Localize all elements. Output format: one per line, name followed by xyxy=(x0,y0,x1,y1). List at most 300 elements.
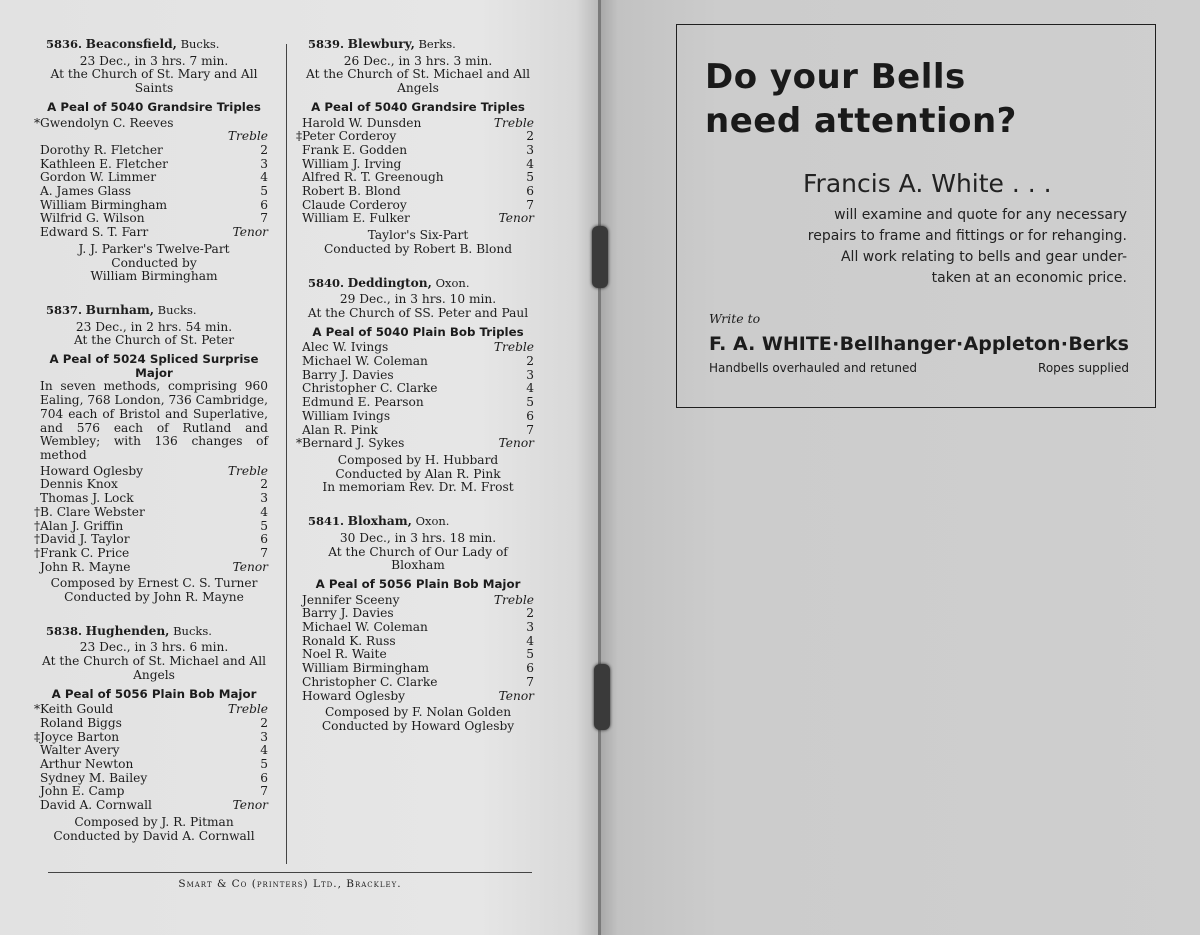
ringer-row xyxy=(296,436,534,451)
ringer-name xyxy=(302,212,476,226)
peal-notes xyxy=(302,706,534,733)
ringer-name-text: Gordon W. Limmer xyxy=(40,170,157,185)
ringer-row xyxy=(302,424,534,438)
ringer-row xyxy=(302,212,534,226)
peal-record xyxy=(302,515,534,734)
peal-county: Oxon. xyxy=(415,514,450,529)
ringer-name-text: William Ivings xyxy=(302,408,391,423)
peal-record xyxy=(296,275,534,496)
ringer-name-text: Barry J. Davies xyxy=(302,606,394,621)
ringer-row xyxy=(40,465,268,479)
ringer-bell: 2 xyxy=(526,129,534,144)
peal-record xyxy=(34,37,268,284)
ringer-row xyxy=(40,758,268,772)
ringer-bell: 6 xyxy=(526,184,534,199)
ringer-name-text: Sydney M. Bailey xyxy=(40,770,148,785)
ringer-bell: 3 xyxy=(526,142,534,157)
peal-heading xyxy=(46,38,268,52)
ringer-row xyxy=(302,185,534,199)
peal-notes xyxy=(40,816,268,843)
peal-heading xyxy=(308,515,534,529)
ringer-bell: 4 xyxy=(526,381,534,396)
ringer-bell: 2 xyxy=(526,606,534,621)
ringer-row xyxy=(296,129,534,144)
peal-church: At the Church of SS. Peter and Paul xyxy=(307,305,529,320)
ringer-name-text: B. Clare Webster xyxy=(40,504,145,519)
peal-title: A Peal of 5056 Plain Bob Major xyxy=(51,686,257,701)
ringer-name xyxy=(296,129,476,144)
ringer-row xyxy=(40,158,268,172)
ringer-bell: 5 xyxy=(526,395,534,410)
ringer-name xyxy=(40,185,210,199)
ringer-bell: 6 xyxy=(260,770,268,785)
ringer-name-text: Alec W. Ivings xyxy=(302,340,389,355)
ringer-mark: ‡ xyxy=(34,729,41,744)
ringer-name-text: Kathleen E. Fletcher xyxy=(40,156,168,171)
ringer-bell: 4 xyxy=(526,633,534,648)
peal-heading xyxy=(308,38,534,52)
ringer-row xyxy=(302,355,534,369)
ringer-name xyxy=(302,185,476,199)
ringer-bell: Tenor xyxy=(232,225,268,240)
peal-county: Bucks. xyxy=(173,623,212,638)
ringer-bell: 6 xyxy=(260,197,268,212)
ringer-row xyxy=(302,341,534,355)
ringer-name xyxy=(40,772,210,786)
ringer-row xyxy=(302,648,534,662)
peal-date: 30 Dec., in 3 hrs. 18 min. xyxy=(339,530,497,545)
ringer-name-text: Arthur Newton xyxy=(40,757,134,772)
advert-headline-line-1: Do your Bells xyxy=(705,57,966,97)
ringer-bell: 7 xyxy=(526,422,534,437)
ringer-bell: 3 xyxy=(526,620,534,635)
ringer-name xyxy=(40,130,210,144)
ringer-row xyxy=(302,621,534,635)
ringer-name-text: Noel R. Waite xyxy=(302,647,387,662)
ringer-name-text: Alan R. Pink xyxy=(302,422,378,437)
ringer-name-text: David J. Taylor xyxy=(40,532,130,547)
peal-notes xyxy=(302,229,534,256)
ringer-mark: † xyxy=(34,532,41,547)
ringer-name-text: Claude Corderoy xyxy=(302,197,407,212)
ringer-bell: 7 xyxy=(260,784,268,799)
ringer-bell: 5 xyxy=(260,757,268,772)
peal-number: 5841. xyxy=(308,514,345,529)
peal-place: Deddington, xyxy=(347,275,432,290)
ringer-name-text: Thomas J. Lock xyxy=(40,491,134,506)
advert-address-dot: · xyxy=(832,333,840,355)
ringer-bell: Treble xyxy=(493,115,534,130)
staple-bottom xyxy=(594,664,610,730)
peal-date: 26 Dec., in 3 hrs. 3 min. xyxy=(343,53,493,68)
peal-county: Oxon. xyxy=(435,275,470,290)
peal-note-line: Conducted by xyxy=(111,255,197,270)
ringer-row xyxy=(40,130,268,144)
peal-date: 23 Dec., in 2 hrs. 54 min. xyxy=(75,319,233,334)
ringer-name-text: John R. Mayne xyxy=(40,559,131,574)
ringer-mark: * xyxy=(296,436,303,451)
ringer-bell: 5 xyxy=(260,518,268,533)
ringer-name-text: Edmund E. Pearson xyxy=(302,395,424,410)
ringer-name-text: Peter Corderoy xyxy=(302,129,397,144)
peal-date: 29 Dec., in 3 hrs. 10 min. xyxy=(339,292,497,307)
advert-body-line: repairs to frame and fittings or for rehanging. xyxy=(807,228,1127,244)
peal-notes xyxy=(40,577,268,604)
ringer-name xyxy=(302,144,476,158)
ringer-name xyxy=(302,369,476,383)
ringer-bell: 3 xyxy=(260,156,268,171)
ringer-bell: 5 xyxy=(526,647,534,662)
peal-notes xyxy=(302,454,534,495)
peal-number: 5840. xyxy=(308,275,345,290)
peal-church: At the Church of St. Mary and All Saints xyxy=(50,67,258,96)
ringer-bell: 3 xyxy=(526,367,534,382)
ringer-name xyxy=(40,212,210,226)
ringer-row xyxy=(40,212,268,226)
ringer-bell: Treble xyxy=(493,340,534,355)
ringer-name-text: Edward S. T. Farr xyxy=(40,225,149,240)
peal-record xyxy=(34,302,269,605)
ringer-name xyxy=(40,465,210,479)
ringer-name xyxy=(302,171,476,185)
advert-body xyxy=(807,205,1127,289)
advert-footer-right: Ropes supplied xyxy=(1038,361,1129,375)
ringer-row xyxy=(40,785,268,799)
advert-body-line: taken at an economic price. xyxy=(931,270,1127,286)
printer-imprint: Smart & Co (printers) Ltd., Brackley. xyxy=(178,878,402,890)
ringer-name-text: John E. Camp xyxy=(40,784,125,799)
ringer-name-text: Howard Oglesby xyxy=(302,688,406,703)
ringer-name-text: Keith Gould xyxy=(40,702,114,717)
ringer-row xyxy=(34,702,268,717)
peal-county: Berks. xyxy=(418,37,456,51)
ringer-mark: * xyxy=(34,115,41,130)
advert-body-line: will examine and quote for any necessary xyxy=(834,207,1127,223)
ringer-row xyxy=(302,690,534,704)
peal-description: In seven methods, comprising 960 Ealing, 768 London, 736 Cambridge, 704 each of Bristol and Superlative, and 576 each of Rutland and Wembley; with 136 changes of method xyxy=(40,379,269,462)
ringer-row xyxy=(302,158,534,172)
ringer-name-text: William Birmingham xyxy=(302,661,430,676)
ringer-row xyxy=(302,369,534,383)
ringer-name-text: Harold W. Dunsden xyxy=(302,115,422,130)
ringer-name xyxy=(302,621,476,635)
advertisement-box xyxy=(676,24,1156,408)
ringer-name xyxy=(302,607,476,621)
peal-place: Burnham, xyxy=(85,302,155,317)
ringer-row xyxy=(34,729,268,745)
ringer-name-text: Robert B. Blond xyxy=(302,184,401,199)
ringer-name xyxy=(40,478,210,492)
peal-note-line: Composed by J. R. Pitman xyxy=(74,814,234,829)
peal-title: A Peal of 5024 Spliced Surprise Major xyxy=(49,352,259,380)
ringer-name-text: Gwendolyn C. Reeves xyxy=(40,115,174,130)
advert-address-dot: · xyxy=(1060,333,1069,355)
ringer-row xyxy=(302,607,534,621)
advert-footer xyxy=(709,361,1129,375)
ringer-name xyxy=(302,117,476,131)
peal-note-line: Conducted by Howard Oglesby xyxy=(321,718,515,733)
ringer-row xyxy=(34,545,268,561)
ringer-name xyxy=(302,635,476,649)
ringer-name-text: Frank C. Price xyxy=(40,545,130,560)
ringer-name-text: Dorothy R. Fletcher xyxy=(40,142,163,157)
peal-title: A Peal of 5040 Plain Bob Triples xyxy=(312,324,524,339)
ringer-name-text: David A. Cornwall xyxy=(40,798,152,813)
advert-footer-left: Handbells overhauled and retuned xyxy=(709,361,917,375)
ringer-row xyxy=(34,115,268,131)
ringer-name xyxy=(302,158,476,172)
peal-date: 23 Dec., in 3 hrs. 7 min. xyxy=(79,53,229,68)
ringer-row xyxy=(302,117,534,131)
ringer-mark: * xyxy=(34,702,41,717)
ringer-row xyxy=(302,410,534,424)
advert-address-part: F. A. WHITE xyxy=(709,333,832,355)
peal-record xyxy=(296,37,534,257)
ringer-name-text: Howard Oglesby xyxy=(40,463,144,478)
advert-address-part: Appleton xyxy=(963,333,1061,355)
peal-place: Hughenden, xyxy=(85,623,170,638)
ringer-bell: 7 xyxy=(526,674,534,689)
advert-address xyxy=(709,333,1129,355)
peal-place: Blewbury, xyxy=(347,37,415,51)
ringer-bell: 4 xyxy=(260,170,268,185)
ringer-list xyxy=(296,340,534,451)
ringer-name-text: Jennifer Sceeny xyxy=(302,592,400,607)
ringer-row xyxy=(302,382,534,396)
advert-headline xyxy=(705,55,1017,143)
column-divider xyxy=(286,44,287,864)
ringer-name-text: Frank E. Godden xyxy=(302,142,408,157)
ringer-name-text: William Birmingham xyxy=(40,197,168,212)
peal-church: At the Church of St. Peter xyxy=(73,333,235,348)
ringer-bell: Tenor xyxy=(498,436,534,451)
ringer-bell: Tenor xyxy=(498,688,534,703)
ringer-bell: Tenor xyxy=(232,559,268,574)
ringer-mark: † xyxy=(34,545,41,560)
ringer-row xyxy=(34,532,268,547)
peal-note-line: In memoriam Rev. Dr. M. Frost xyxy=(322,480,514,495)
peal-title: A Peal of 5040 Grandsire Triples xyxy=(311,99,525,114)
ringer-bell: 6 xyxy=(526,661,534,676)
ringer-name-text: Michael W. Coleman xyxy=(302,354,428,369)
ringer-name xyxy=(34,504,210,520)
ringer-name xyxy=(40,758,210,772)
peal-note-line: J. J. Parker's Twelve-Part xyxy=(78,241,230,256)
ringer-name xyxy=(302,355,476,369)
ringer-name xyxy=(40,226,210,240)
ringer-name xyxy=(40,158,210,172)
advert-headline-line-2: need attention? xyxy=(705,101,1017,141)
peal-heading xyxy=(46,304,268,318)
ringer-row xyxy=(40,561,268,575)
advert-name: Francis A. White . . . xyxy=(803,169,1052,198)
ringer-row xyxy=(302,676,534,690)
peal-county: Bucks. xyxy=(180,37,220,51)
peal-number: 5836. xyxy=(46,37,83,51)
ringer-name xyxy=(302,382,476,396)
ringer-list xyxy=(296,115,534,227)
ringer-name-text: Alfred R. T. Greenough xyxy=(302,170,444,185)
ringer-mark: † xyxy=(34,504,41,519)
ringer-list xyxy=(34,702,268,813)
ringer-bell: 7 xyxy=(526,197,534,212)
ringer-name-text: Bernard J. Sykes xyxy=(302,436,405,451)
ringer-row xyxy=(40,717,268,731)
staple-top xyxy=(592,226,608,288)
ringer-name xyxy=(302,690,476,704)
peal-number: 5839. xyxy=(308,37,345,51)
ringer-bell: Treble xyxy=(227,463,268,478)
advert-address-part: Bellhanger xyxy=(839,333,956,355)
ringer-name-text: Christopher C. Clarke xyxy=(302,674,438,689)
ringer-row xyxy=(40,799,268,813)
ringer-row xyxy=(302,594,534,608)
peal-church: At the Church of Our Lady of Bloxham xyxy=(328,544,508,573)
ringer-name xyxy=(302,676,476,690)
ringer-list xyxy=(302,594,534,704)
peal-note-line: Composed by F. Nolan Golden xyxy=(324,705,512,720)
ringer-bell: 2 xyxy=(260,142,268,157)
ringer-name xyxy=(34,532,210,547)
ringer-name xyxy=(302,424,476,438)
ringer-bell: Treble xyxy=(493,592,534,607)
ringer-bell: 6 xyxy=(526,408,534,423)
ringer-name-text: Walter Avery xyxy=(40,743,120,758)
advert-body-line: All work relating to bells and gear under- xyxy=(840,249,1127,265)
ringer-name-text: Michael W. Coleman xyxy=(302,620,428,635)
ringer-name xyxy=(34,115,210,131)
ringer-bell: 3 xyxy=(260,491,268,506)
ringer-name-text: A. James Glass xyxy=(40,184,132,199)
peal-note-line: Conducted by David A. Cornwall xyxy=(53,828,255,843)
ringer-name xyxy=(40,785,210,799)
ringer-row xyxy=(302,144,534,158)
ringer-mark: ‡ xyxy=(296,129,303,144)
ringer-list xyxy=(34,463,268,575)
ringer-name xyxy=(40,561,210,575)
ringer-mark: † xyxy=(34,518,41,533)
ringer-name xyxy=(302,662,476,676)
ringer-name-text: Alan J. Griffin xyxy=(40,518,124,533)
ringer-name-text: William E. Fulker xyxy=(302,211,410,226)
ringer-row xyxy=(302,396,534,410)
ringer-name xyxy=(34,545,210,561)
peal-number: 5837. xyxy=(46,302,83,317)
peal-note-line: Conducted by John R. Mayne xyxy=(64,590,244,605)
ringer-name-text: Joyce Barton xyxy=(40,729,120,744)
peal-title: A Peal of 5040 Grandsire Triples xyxy=(47,99,261,114)
ringer-row xyxy=(40,492,268,506)
ringer-bell: Tenor xyxy=(232,798,268,813)
ringer-name xyxy=(40,492,210,506)
ringer-name xyxy=(40,717,210,731)
peal-place: Bloxham, xyxy=(347,514,412,529)
bottom-rule xyxy=(48,872,532,873)
ringer-row xyxy=(302,171,534,185)
peal-note-line: Taylor's Six-Part xyxy=(367,228,469,243)
ringer-name xyxy=(40,799,210,813)
advert-address-dot: · xyxy=(956,333,964,355)
ringer-list xyxy=(34,115,268,240)
peal-county: Bucks. xyxy=(157,302,197,317)
ringer-bell: 2 xyxy=(260,715,268,730)
peal-place: Beaconsfield, xyxy=(85,37,177,51)
ringer-row xyxy=(40,226,268,240)
ringer-bell xyxy=(210,117,268,131)
ringer-name-text: William J. Irving xyxy=(302,156,402,171)
ringer-bell: 7 xyxy=(260,211,268,226)
ringer-row xyxy=(40,185,268,199)
ringer-bell: 5 xyxy=(260,184,268,199)
ringer-name-text: Roland Biggs xyxy=(40,715,122,730)
ringer-bell: 5 xyxy=(526,170,534,185)
ringer-bell: 7 xyxy=(260,545,268,560)
ringer-name-text: Barry J. Davies xyxy=(302,367,394,382)
ringer-name xyxy=(40,744,210,758)
advert-address-part: Berks xyxy=(1068,333,1129,355)
ringer-row xyxy=(302,662,534,676)
ringer-bell: 2 xyxy=(260,477,268,492)
peal-record xyxy=(34,623,268,844)
ringer-bell: 4 xyxy=(526,156,534,171)
peal-note-line: Composed by Ernest C. S. Turner xyxy=(50,576,258,591)
ringer-name xyxy=(302,199,476,213)
ringer-name-text: Ronald K. Russ xyxy=(302,633,396,648)
ringer-bell: Tenor xyxy=(498,211,534,226)
ringer-bell: 3 xyxy=(260,729,268,744)
ringer-name xyxy=(302,396,476,410)
peal-title: A Peal of 5056 Plain Bob Major xyxy=(315,576,521,591)
ringer-bell: 4 xyxy=(260,743,268,758)
ringer-row xyxy=(302,199,534,213)
peal-note-line: Conducted by Alan R. Pink xyxy=(335,466,501,481)
advert-write-to: Write to xyxy=(709,311,761,326)
ringer-bell: Treble xyxy=(227,129,268,144)
ringer-name xyxy=(34,518,210,534)
ringer-row xyxy=(40,744,268,758)
ringer-bell: Treble xyxy=(227,702,268,717)
peal-note-line: Composed by H. Hubbard xyxy=(337,452,499,467)
ringer-row xyxy=(40,144,268,158)
peal-note-line: William Birmingham xyxy=(90,269,218,284)
ringer-row xyxy=(40,171,268,185)
ringer-name xyxy=(40,144,210,158)
ringer-bell: 2 xyxy=(526,354,534,369)
peal-column-right xyxy=(296,37,534,754)
peal-heading xyxy=(46,625,268,639)
ringer-name xyxy=(40,171,210,185)
ringer-name xyxy=(302,410,476,424)
ringer-bell: 4 xyxy=(260,504,268,519)
ringer-row xyxy=(302,635,534,649)
book-gutter xyxy=(598,0,601,935)
peal-note-line: Conducted by Robert B. Blond xyxy=(323,241,512,256)
peal-church: At the Church of St. Michael and All Angels xyxy=(306,67,530,96)
ringer-name xyxy=(34,729,210,745)
peal-church: At the Church of St. Michael and All Angels xyxy=(42,654,266,682)
peal-number: 5838. xyxy=(46,623,83,638)
ringer-name-text: Dennis Knox xyxy=(40,477,118,492)
ringer-name-text: Wilfrid G. Wilson xyxy=(40,211,145,226)
peal-notes xyxy=(40,243,268,284)
ringer-name xyxy=(302,594,476,608)
ringer-name xyxy=(34,702,210,717)
ringer-row xyxy=(34,518,268,534)
ringer-row xyxy=(40,772,268,786)
ringer-bell: 6 xyxy=(260,532,268,547)
ringer-name xyxy=(302,648,476,662)
peal-date: 23 Dec., in 3 hrs. 6 min. xyxy=(79,640,229,655)
